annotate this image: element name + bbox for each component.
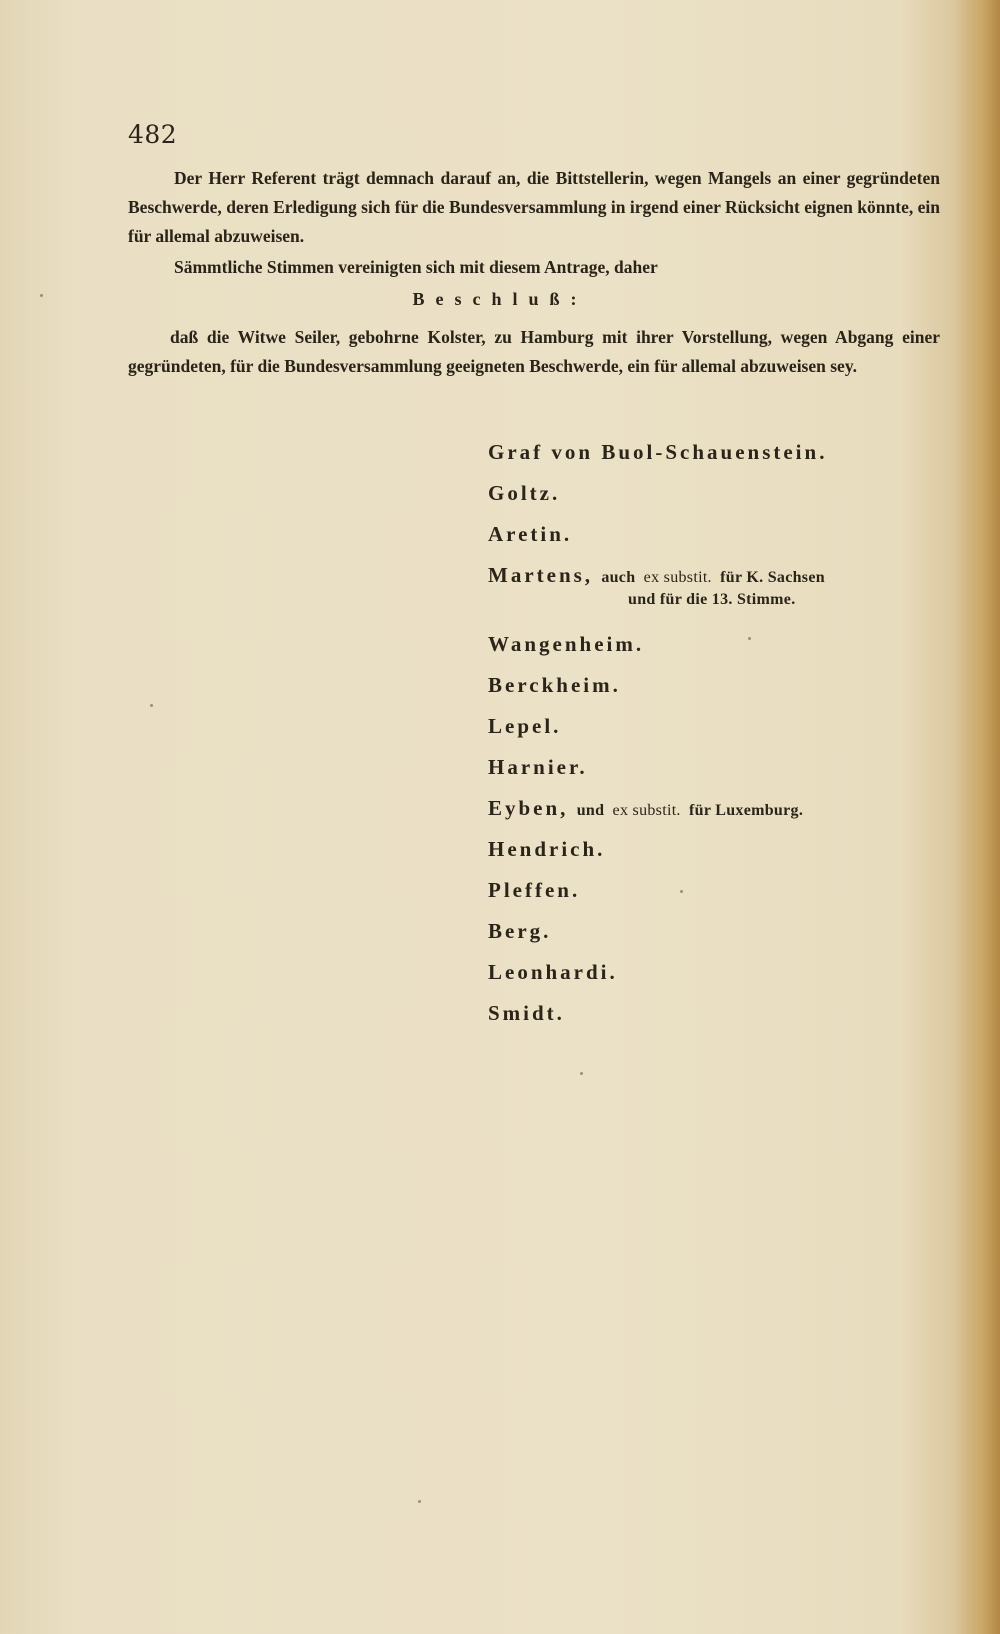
signature-eyben-name: Eyben,	[488, 796, 569, 820]
signature-martens-suffix-b: für K. Sachsen	[720, 569, 825, 586]
signature-wangenheim: Wangenheim.	[488, 632, 645, 656]
paper-speck	[418, 1500, 421, 1503]
signature-berckheim: Berckheim.	[488, 673, 621, 697]
paper-speck	[580, 1072, 583, 1075]
paper-speck	[748, 637, 751, 640]
paper-speck	[150, 704, 153, 707]
signature-martens-latin: ex substit.	[643, 569, 712, 586]
paper-speck	[680, 890, 683, 893]
signature-aretin: Aretin.	[488, 522, 573, 546]
paragraph-resolution: daß die Witwe Seiler, gebohrne Kolster, zu Hamburg mit ihrer Vorstellung, wegen Abgang einer gegründeten, für die Bundesversammlung geeigneten Beschwerde, ein für allemal abzuweisen sey.	[128, 327, 940, 376]
paragraph-referent-motion: Der Herr Referent trägt demnach darauf an, die Bittstellerin, wegen Mangels an einer gegründeten Beschwerde, deren Erledigung sich für die Bundesversammlung in irgend einer Rücksicht eignen könnte, ein für allemal abzuweisen.	[128, 168, 940, 246]
paper-speck	[40, 294, 43, 297]
signature-eyben	[488, 796, 803, 821]
signature-buol: Graf von Buol-Schauenstein.	[488, 440, 828, 464]
signature-martens-suffix-a: auch	[601, 569, 636, 586]
signature-martens	[488, 563, 825, 588]
signature-leonhardi: Leonhardi.	[488, 960, 618, 984]
signature-eyben-latin: ex substit.	[612, 802, 681, 819]
signature-berg: Berg.	[488, 919, 552, 943]
signature-martens-name: Martens,	[488, 563, 594, 587]
signature-eyben-suffix-a: und	[576, 802, 605, 819]
signature-hendrich: Hendrich.	[488, 837, 606, 861]
resolution-heading: Beschluß:	[412, 289, 588, 309]
signature-smidt: Smidt.	[488, 1001, 565, 1025]
signature-eyben-suffix-b: für Luxemburg.	[689, 802, 804, 819]
signature-pleffen: Pleffen.	[488, 878, 581, 902]
signature-martens-continuation: und für die 13. Stimme.	[628, 591, 796, 608]
signature-lepel: Lepel.	[488, 714, 562, 738]
paragraph-votes: Sämmtliche Stimmen vereinigten sich mit diesem Antrage, daher	[174, 257, 658, 277]
signature-harnier: Harnier.	[488, 755, 588, 779]
signature-goltz: Goltz.	[488, 481, 561, 505]
page-number: 482	[128, 120, 178, 149]
page-edge-shading	[954, 0, 1000, 1634]
